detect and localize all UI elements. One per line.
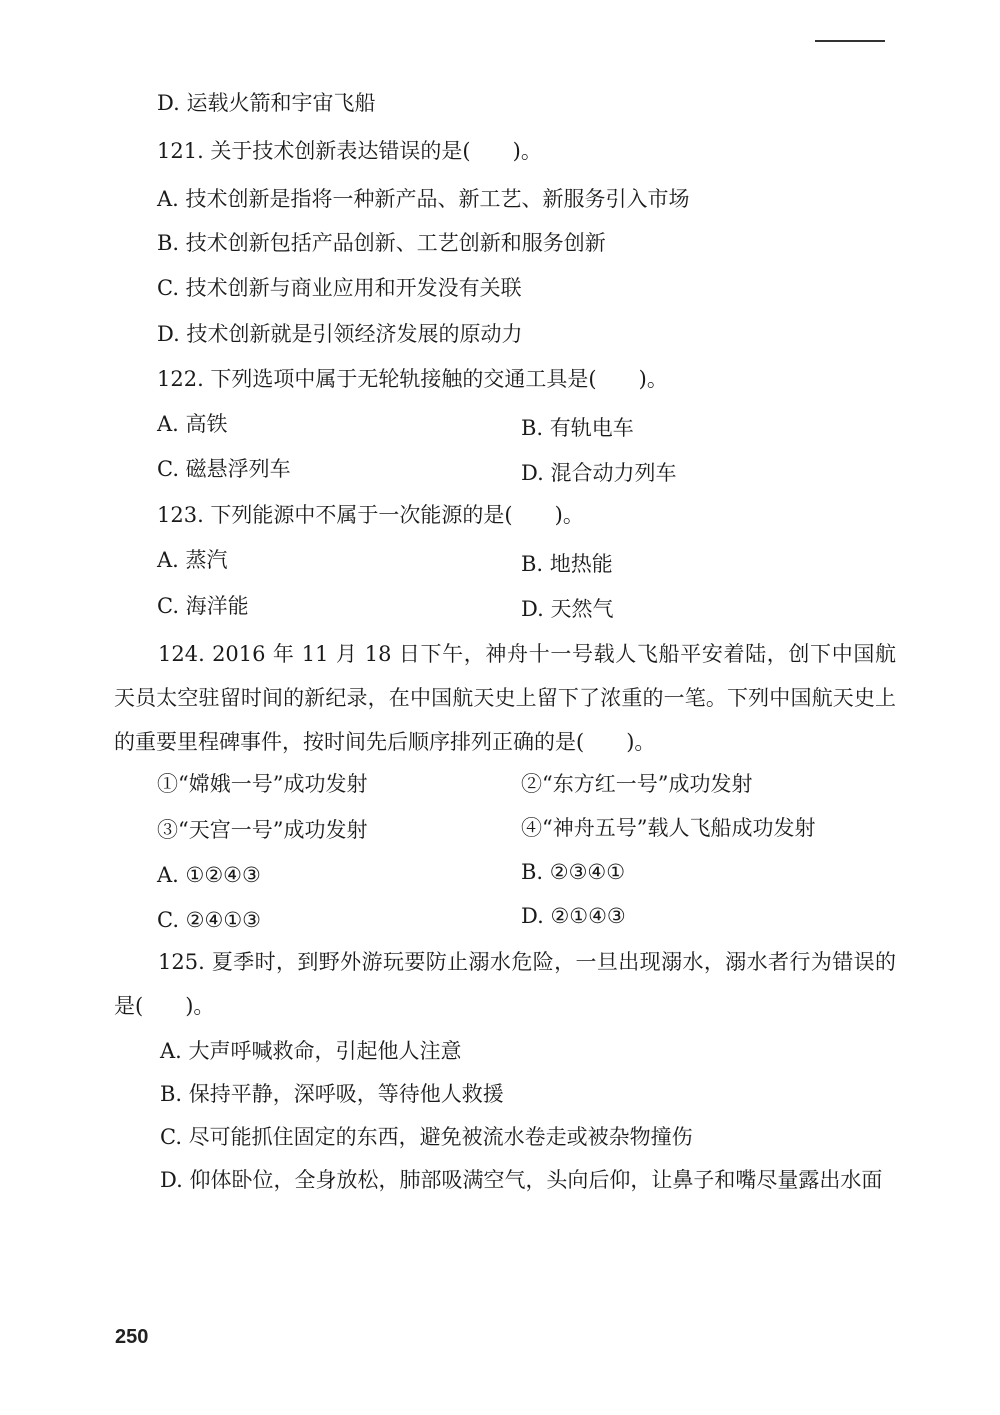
q124-option-b: B. ②③④①: [521, 860, 626, 884]
question-121: 121. 关于技术创新表达错误的是( )。: [157, 139, 542, 163]
q122-option-b: B. 有轨电车: [521, 416, 634, 440]
q122-option-c: C. 磁悬浮列车: [157, 457, 291, 481]
q125-option-a: A. 大声呼喊救命，引起他人注意: [160, 1039, 462, 1063]
q123-option-b: B. 地热能: [521, 552, 613, 576]
q124-event-2: ②“东方红一号”成功发射: [521, 772, 753, 796]
q123-option-d: D. 天然气: [521, 597, 614, 621]
q125-option-c: C. 尽可能抓住固定的东西，避免被流水卷走或被杂物撞伤: [160, 1125, 693, 1149]
q124-option-c: C. ②④①③: [157, 908, 261, 932]
page-number: 250: [115, 1326, 149, 1348]
q124-option-d: D. ②①④③: [521, 904, 626, 928]
q121-option-a: A. 技术创新是指将一种新产品、新工艺、新服务引入市场: [157, 187, 690, 211]
q124-event-1: ①“嫦娥一号”成功发射: [157, 772, 368, 796]
q125-option-b: B. 保持平静，深呼吸，等待他人救援: [160, 1082, 504, 1106]
q123-option-c: C. 海洋能: [157, 594, 249, 618]
question-122: 122. 下列选项中属于无轮轨接触的交通工具是( )。: [157, 367, 668, 391]
header-rule: [815, 40, 885, 42]
q122-option-d: D. 混合动力列车: [521, 461, 677, 485]
q124-event-4: ④“神舟五号”载人飞船成功发射: [521, 816, 816, 840]
question-123: 123. 下列能源中不属于一次能源的是( )。: [157, 503, 584, 527]
q121-option-d: D. 技术创新就是引领经济发展的原动力: [157, 322, 523, 346]
q120-option-d: D. 运载火箭和宇宙飞船: [157, 91, 376, 115]
q122-option-a: A. 高铁: [157, 412, 228, 436]
q124-option-a: A. ①②④③: [157, 863, 261, 887]
q124-event-3: ③“天宫一号”成功发射: [157, 818, 368, 842]
q123-option-a: A. 蒸汽: [157, 548, 228, 572]
q125-option-d: D. 仰体卧位，全身放松，肺部吸满空气，头向后仰，让鼻子和嘴尽量露出水面: [160, 1168, 883, 1192]
question-125: 125. 夏季时，到野外游玩要防止溺水危险，一旦出现溺水，溺水者行为错误的是( )。: [114, 950, 896, 1018]
q121-option-c: C. 技术创新与商业应用和开发没有关联: [157, 276, 522, 300]
question-124: 124. 2016 年 11 月 18 日下午，神舟十一号载人飞船平安着陆，创下中国航天员太空驻留时间的新纪录，在中国航天史上留下了浓重的一笔。下列中国航天史上的重要里程碑事件，按时间先后顺序排列正确的是( )。: [114, 642, 896, 754]
q121-option-b: B. 技术创新包括产品创新、工艺创新和服务创新: [157, 231, 606, 255]
